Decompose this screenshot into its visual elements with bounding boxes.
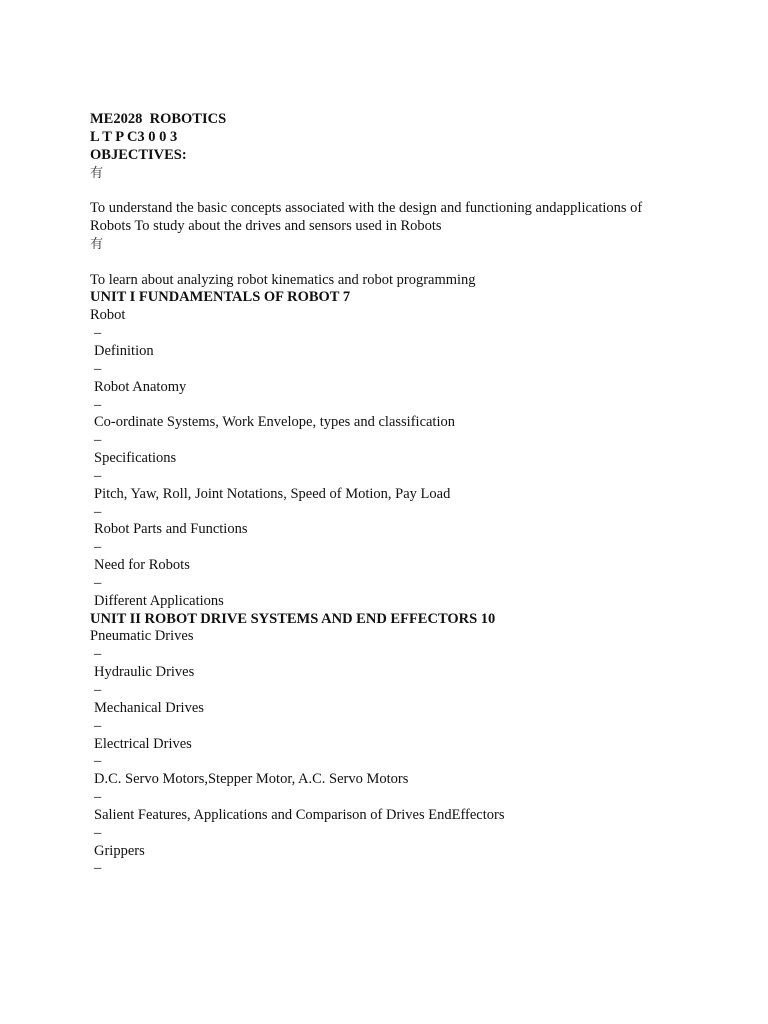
topic-item: Hydraulic Drives <box>94 664 195 681</box>
dash-separator: – <box>94 396 102 413</box>
topic-item: Co-ordinate Systems, Work Envelope, types and classification <box>94 414 455 431</box>
bullet-glyph: 有 <box>90 236 104 252</box>
unit-1-topic-list <box>90 325 730 611</box>
dash-separator: – <box>94 432 102 449</box>
topic-item: Salient Features, Applications and Comparison of Drives EndEffectors <box>94 806 505 823</box>
dash-separator: – <box>94 717 102 734</box>
topic-item: Different Applications <box>94 592 224 609</box>
dash-separator: – <box>94 789 102 806</box>
topic-item: Pitch, Yaw, Roll, Joint Notations, Speed of Motion, Pay Load <box>94 485 451 502</box>
dash-separator: – <box>94 574 102 591</box>
unit-1-first-topic: Robot <box>90 307 126 324</box>
dash-separator: – <box>94 467 102 484</box>
topic-item: Specifications <box>94 450 177 467</box>
ltpc-line: L T P C3 0 0 3 <box>90 128 178 145</box>
dash-separator: – <box>94 682 102 698</box>
unit-1-heading: UNIT I FUNDAMENTALS OF ROBOT 7 <box>90 289 351 306</box>
unit-2-first-topic: Pneumatic Drives <box>90 628 194 645</box>
objectives-heading: OBJECTIVES: <box>90 146 187 163</box>
dash-separator: – <box>94 646 102 663</box>
dash-separator: – <box>94 753 102 770</box>
topic-item: Electrical Drives <box>94 735 192 752</box>
objective-2: To learn about analyzing robot kinematics and robot programming <box>90 271 476 288</box>
objective-1-line-2: Robots To study about the drives and sensors used in Robots <box>90 218 442 235</box>
dash-separator: – <box>94 824 102 841</box>
blank-line <box>90 182 730 200</box>
topic-item: Need for Robots <box>94 557 190 574</box>
topic-item: D.C. Servo Motors,Stepper Motor, A.C. Servo Motors <box>94 771 409 788</box>
topic-item: Robot Anatomy <box>94 378 187 395</box>
syllabus-document <box>90 111 730 878</box>
objective-1-line-1: To understand the basic concepts associated with the design and functioning andapplications of <box>90 200 643 217</box>
dash-separator: – <box>94 360 102 377</box>
unit-2-topic-list <box>90 646 730 878</box>
blank-line <box>90 254 730 272</box>
bullet-glyph: 有 <box>90 165 104 181</box>
topic-item: Definition <box>94 342 154 359</box>
course-title: ME2028 ROBOTICS <box>90 111 227 127</box>
dash-separator: – <box>94 325 102 342</box>
topic-item: Grippers <box>94 842 145 859</box>
dash-separator: – <box>94 539 102 556</box>
topic-item: Robot Parts and Functions <box>94 521 248 538</box>
dash-separator: – <box>94 503 102 520</box>
unit-2-heading: UNIT II ROBOT DRIVE SYSTEMS AND END EFFECTORS 10 <box>90 610 496 627</box>
dash-separator: – <box>94 860 102 877</box>
topic-item: Mechanical Drives <box>94 699 204 716</box>
